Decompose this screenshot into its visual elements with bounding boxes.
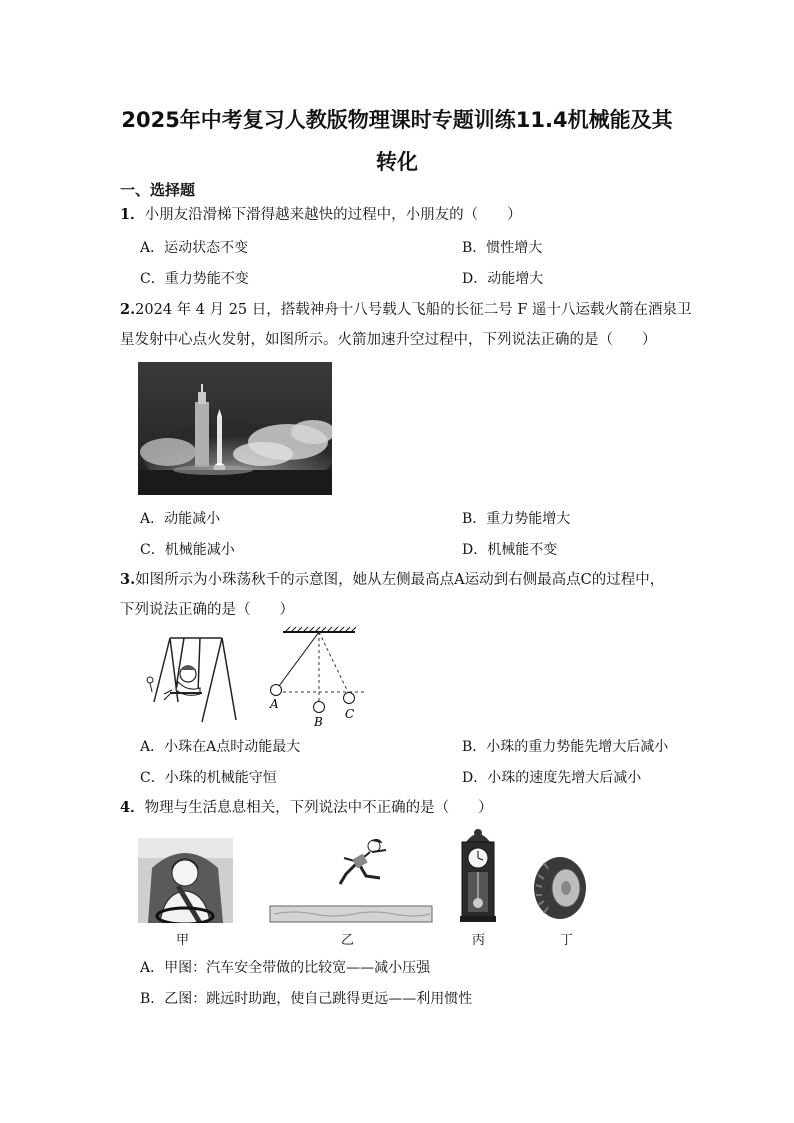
tire-image <box>532 855 588 921</box>
question-number: 3. <box>120 571 136 588</box>
question-2-line2: 星发射中心点火发射，如图所示。火箭加速升空过程中，下列说法正确的是（ ） <box>120 332 657 348</box>
section-heading: 一、选择题 <box>120 181 196 199</box>
q3-option-b[interactable]: B．小珠的重力势能先增大后减小 <box>462 739 669 755</box>
q2-option-b[interactable]: B．重力势能增大 <box>462 511 571 527</box>
question-text: 物理与生活息息相关，下列说法中不正确的是（ ） <box>144 800 493 816</box>
question-4 <box>120 798 493 818</box>
question-number: 4． <box>120 799 145 816</box>
question-2-line1 <box>120 300 692 320</box>
question-3-line1 <box>120 570 664 590</box>
q4-option-b[interactable]: B．乙图：跳远时助跑，使自己跳得更远——利用惯性 <box>140 991 473 1007</box>
question-text: 如图所示为小珠荡秋千的示意图，她从左侧最高点A运动到右侧最高点C的过程中， <box>135 572 665 588</box>
q3-option-d[interactable]: D．小珠的速度先增大后减小 <box>462 770 642 786</box>
label-c: C <box>345 707 355 721</box>
caption-jia: 甲 <box>176 933 190 948</box>
q2-option-c[interactable]: C．机械能减小 <box>140 542 235 558</box>
page-title-line2: 转化 <box>376 150 418 174</box>
question-1 <box>120 205 522 225</box>
caption-bing: 丙 <box>472 933 486 948</box>
question-number: 2. <box>120 301 136 318</box>
q2-option-a[interactable]: A．动能减小 <box>140 511 221 527</box>
q4-option-a[interactable]: A．甲图：汽车安全带做的比较宽——减小压强 <box>140 960 431 976</box>
pendulum-diagram <box>265 626 370 730</box>
q1-option-d[interactable]: D．动能增大 <box>462 271 544 287</box>
long-jump-image <box>268 834 434 926</box>
seatbelt-driver-image <box>138 838 233 923</box>
rocket-launch-photo <box>138 362 332 495</box>
swing-illustration <box>140 630 240 726</box>
question-3-line2: 下列说法正确的是（ ） <box>120 602 294 618</box>
caption-ding: 丁 <box>560 933 574 948</box>
q3-option-a[interactable]: A．小珠在A点时动能最大 <box>140 739 301 755</box>
page-title-line1: 2025年中考复习人教版物理课时专题训练11.4机械能及其 <box>121 108 673 132</box>
question-text: 2024 年 4 月 25 日，搭载神舟十八号载人飞船的长征二号 F 遥十八运载火箭在酒泉卫 <box>135 302 692 318</box>
caption-yi: 乙 <box>341 933 355 948</box>
label-b: B <box>314 715 323 729</box>
pendulum-clock-image <box>458 828 498 924</box>
q2-option-d[interactable]: D．机械能不变 <box>462 542 558 558</box>
q1-option-c[interactable]: C．重力势能不变 <box>140 271 249 287</box>
question-text: 小朋友沿滑梯下滑得越来越快的过程中，小朋友的（ ） <box>144 207 522 223</box>
q1-option-b[interactable]: B．惯性增大 <box>462 240 543 256</box>
q1-option-a[interactable]: A．运动状态不变 <box>140 240 249 256</box>
q3-option-c[interactable]: C．小珠的机械能守恒 <box>140 770 277 786</box>
question-number: 1． <box>120 206 145 223</box>
label-a: A <box>270 697 279 711</box>
